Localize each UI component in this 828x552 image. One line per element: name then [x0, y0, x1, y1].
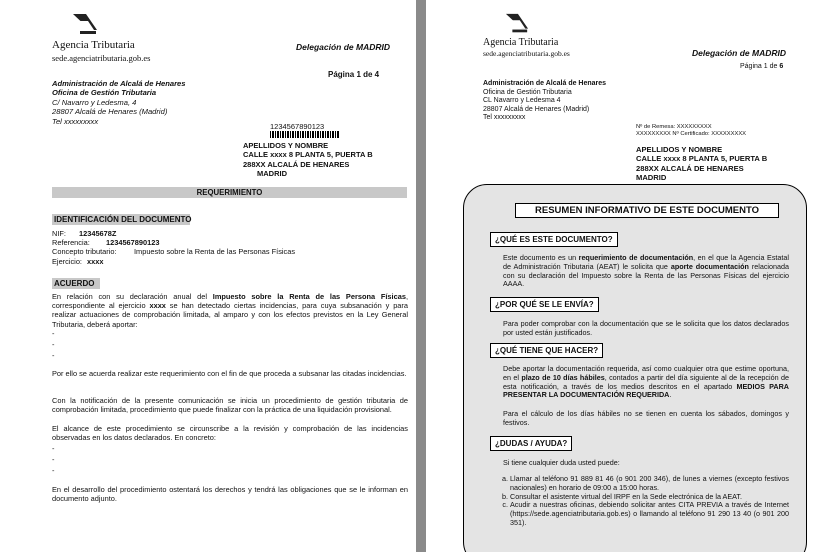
document-page-2 — [426, 0, 828, 552]
agency-name: Agencia Tributaria — [52, 39, 135, 51]
nif-value: 12345678Z — [79, 229, 117, 238]
summary-title: RESUMEN INFORMATIVO DE ESTE DOCUMENTO — [515, 203, 779, 218]
answer-what-to-do: Debe aportar la documentación requerida, así como cualquier otra que estime oportuna, en el plazo de 10 días hábiles, contados a partir del día siguiente al de la recepción de esta notificación, a través de los medios descritos en el apartado MEDIOS PARA PRESENTAR LA DOCUMENTACIÓN REQUERIDA. — [503, 364, 790, 400]
agency-name: Agencia Tributaria — [483, 37, 559, 48]
admin-line: CL Navarro y Ledesma 4 — [483, 97, 561, 105]
agreement-title: ACUERDO — [52, 278, 100, 289]
id-section-title: IDENTIFICACIÓN DEL DOCUMENTO — [54, 215, 192, 224]
admin-line: 28807 Alcalá de Henares (Madrid) — [483, 105, 590, 113]
certificate-number: XXXXXXXXX Nº Certificado: XXXXXXXXX — [636, 131, 747, 137]
admin-address — [52, 79, 186, 126]
answer-what-is: Este documento es un requerimiento de documentación, en el que la Agencia Estatal de Administración Tributaria (AEAT) le solicita que aporte documentación relacionada con su declaración del Impuesto sobre la Renta de las Personas Físicas del ejercicio AAAA. — [503, 253, 789, 289]
question-why: ¿POR QUÉ SE LE ENVÍA? — [490, 297, 599, 312]
admin-line: 28807 Alcalá de Henares (Madrid) — [52, 107, 168, 117]
recipient-address — [243, 141, 373, 179]
admin-line: Tel xxxxxxxxx — [52, 116, 99, 126]
concept-value: Impuesto sobre la Renta de las Personas Físicas — [134, 247, 296, 257]
admin-address — [483, 80, 606, 123]
answer-why: Para poder comprobar con la documentación que se le solicita que los datos declarados por usted están justificados. — [503, 319, 789, 337]
recipient-line: CALLE xxxx 8 PLANTA 5, PUERTA B — [243, 150, 373, 160]
admin-line: Oficina de Gestión Tributaria — [483, 88, 572, 96]
help-option-phone: a. Llamar al teléfono 91 889 81 46 (o 901 200 346), de lunes a viernes (excepto festivos nacionales) en horario de 09:00 a 15:00 horas. — [510, 475, 789, 493]
question-what-is: ¿QUÉ ES ESTE DOCUMENTO? — [490, 232, 618, 247]
admin-line: Administración de Alcalá de Henares — [52, 79, 186, 88]
delegation-label: Delegación de MADRID — [692, 48, 786, 58]
nif-label: NIF: — [52, 229, 66, 238]
list-item: - — [52, 455, 55, 464]
list-item: - — [52, 340, 55, 349]
recipient-line: 288XX ALCALÁ DE HENARES — [636, 163, 744, 173]
recipient-line: MADRID — [257, 169, 287, 179]
admin-line: Tel xxxxxxxxx — [483, 114, 526, 122]
recipient-address — [636, 145, 767, 183]
list-item: - — [52, 351, 55, 360]
recipient-line: MADRID — [636, 173, 667, 183]
agency-logo-icon — [70, 12, 100, 38]
exercise-value: xxxx — [87, 256, 104, 266]
help-option-appointment: c. Acudir a nuestras oficinas, debiendo solicitar antes CITA PREVIA a través de Internet (https://sede.agenciatributaria.gob.es) o llamando al teléfono 91 290 13 40 (o 901 200 351). — [510, 501, 789, 527]
reference-value: 1234567890123 — [106, 238, 160, 248]
website-link[interactable]: sede.agenciatributaria.gob.es — [52, 53, 151, 63]
document-id-fields — [52, 229, 295, 266]
reference-label: Referencia: — [52, 238, 90, 248]
list-item: - — [52, 444, 55, 453]
recipient-line: APELLIDOS Y NOMBRE — [243, 141, 329, 150]
agency-logo-icon — [503, 12, 531, 36]
paragraph-2: Por ello se acuerda realizar este requerimiento con el fin de que proceda a subsanar las citadas incidencias. — [52, 369, 407, 378]
answer-help-intro: Si tiene cualquier duda usted puede: — [503, 458, 620, 467]
question-what-to-do: ¿QUÉ TIENE QUE HACER? — [490, 343, 603, 358]
admin-line: C/ Navarro y Ledesma, 4 — [52, 97, 137, 107]
list-item: - — [52, 329, 55, 338]
document-title: REQUERIMIENTO — [52, 187, 407, 198]
page-number: Página 1 de 6 — [740, 63, 784, 70]
question-help: ¿DUDAS / AYUDA? — [490, 436, 572, 451]
help-options-list — [496, 475, 789, 528]
help-option-assistant: b. Consultar el asistente virtual del IRPF en la Sede electrónica de la AEAT. — [510, 493, 789, 502]
paragraph-5: En el desarrollo del procedimiento ostentará los derechos y tendrá las obligaciones que se le informan en documento adjunto. — [52, 485, 408, 504]
recipient-line: CALLE xxxx 8 PLANTA 5, PUERTA B — [636, 154, 768, 164]
admin-line: Oficina de Gestión Tributaria — [52, 88, 157, 98]
admin-line: Administración de Alcalá de Henares — [483, 80, 607, 87]
delegation-label: Delegación de MADRID — [296, 42, 390, 52]
website-link[interactable]: sede.agenciatributaria.gob.es — [483, 49, 570, 58]
paragraph-4: El alcance de este procedimiento se circunscribe a la revisión y comprobación de las incidencias observadas en los datos declarados. En concreto: — [52, 424, 408, 443]
concept-label: Concepto tributario: — [52, 247, 117, 257]
remittance-number: Nº de Remesa: XXXXXXXXX — [636, 124, 712, 130]
barcode-number: 1234567890123 — [270, 122, 325, 131]
agreement-paragraph: En relación con su declaración anual del Impuesto sobre la Renta de las Persona Físicas, correspondiente al ejercicio xxxx se han detectado ciertas incidencias, para cuya subsanación y para realizar actuaciones de comprobación limitada, al amparo y con los efectos previstos en la Ley General Tributaria, deberá aportar: — [52, 292, 408, 329]
paragraph-3: Con la notificación de la presente comunicación se inicia un procedimiento de gestión tributaria de comprobación limitada, procedimiento que puede finalizar con la práctica de una liquidación provisional. — [52, 396, 408, 415]
recipient-line: 288XX ALCALÁ DE HENARES — [243, 159, 350, 169]
recipient-line: APELLIDOS Y NOMBRE — [636, 145, 723, 154]
page-number: Página 1 de 4 — [328, 70, 380, 79]
exercise-label: Ejercicio: — [52, 256, 82, 266]
list-item: - — [52, 466, 55, 475]
barcode-image — [270, 131, 340, 138]
answer-working-days: Para el cálculo de los días hábiles no se tienen en cuenta los sábados, domingos y festivos. — [503, 409, 789, 427]
